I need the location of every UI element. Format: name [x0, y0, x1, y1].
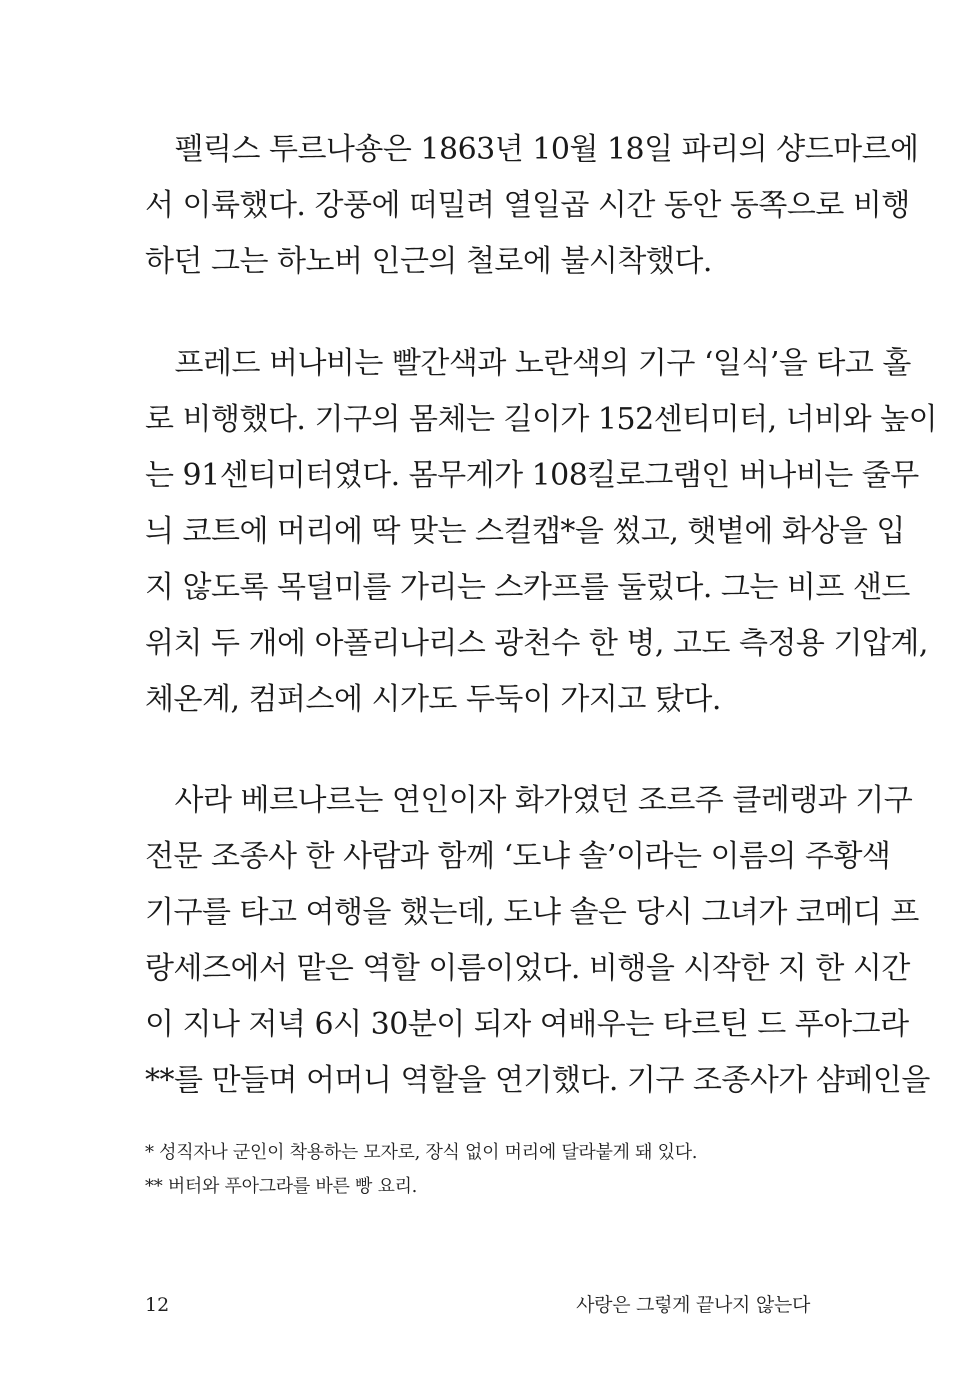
page-number: 12 — [145, 1294, 170, 1316]
text-line: 체온계, 컴퍼스에 시가도 두둑이 가지고 탔다. — [145, 682, 721, 717]
text-line: 지 않도록 목덜미를 가리는 스카프를 둘렀다. 그는 비프 샌드 — [145, 570, 910, 605]
text-line: 는 91센티미터였다. 몸무게가 108킬로그램인 버나비는 줄무 — [145, 458, 919, 493]
text-line: 기구를 타고 여행을 했는데, 도냐 솔은 당시 그녀가 코메디 프 — [145, 895, 919, 930]
text-line: 서 이륙했다. 강풍에 떠밀려 열일곱 시간 동안 동쪽으로 비행 — [145, 188, 910, 223]
text-line: 하던 그는 하노버 인근의 철로에 불시착했다. — [145, 244, 712, 279]
text-line: 사라 베르나르는 연인이자 화가였던 조르주 클레랭과 기구 — [145, 783, 913, 818]
footnote-2: ** 버터와 푸아그라를 바른 빵 요리. — [145, 1176, 418, 1197]
text-line: 랑세즈에서 맡은 역할 이름이었다. 비행을 시작한 지 한 시간 — [145, 951, 910, 986]
text-line: 프레드 버나비는 빨간색과 노란색의 기구 ‘일식’을 타고 홀 — [145, 346, 911, 381]
text-line: 위치 두 개에 아폴리나리스 광천수 한 병, 고도 측정용 기압계, — [145, 626, 928, 661]
footnote-1: * 성직자나 군인이 착용하는 모자로, 장식 없이 머리에 달라붙게 돼 있다. — [145, 1142, 698, 1163]
text-line: 전문 조종사 한 사람과 함께 ‘도냐 솔’이라는 이름의 주황색 — [145, 839, 891, 874]
running-title: 사랑은 그렇게 끝나지 않는다 — [576, 1294, 810, 1316]
text-line: 로 비행했다. 기구의 몸체는 길이가 152센티미터, 너비와 높이 — [145, 402, 938, 437]
text-line: 펠릭스 투르나숑은 1863년 10월 18일 파리의 샹드마르에 — [145, 132, 919, 167]
text-line: 이 지나 저녁 6시 30분이 되자 여배우는 타르틴 드 푸아그라 — [145, 1007, 909, 1042]
text-line: 늬 코트에 머리에 딱 맞는 스컬캡*을 썼고, 햇볕에 화상을 입 — [145, 514, 905, 549]
text-line: **를 만들며 어머니 역할을 연기했다. 기구 조종사가 샴페인을 — [145, 1063, 930, 1098]
